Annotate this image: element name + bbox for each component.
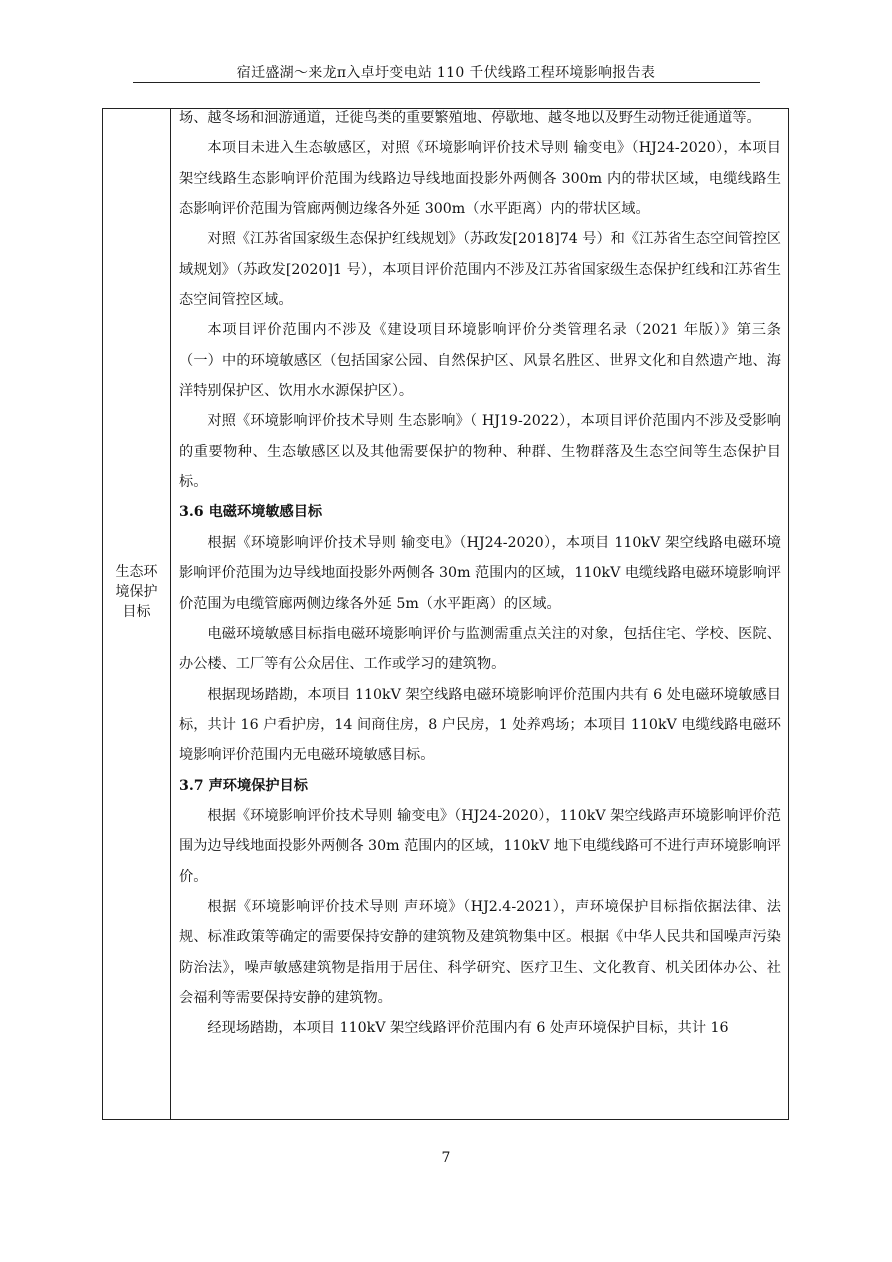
paragraph: 电磁环境敏感目标指电磁环境影响评价与监测需重点关注的对象，包括住宅、学校、医院、办公楼、工厂等有公众居住、工作或学习的建筑物。 [179, 625, 781, 673]
row-label [102, 562, 171, 622]
section-heading: 3.6 电磁环境敏感目标 [179, 504, 323, 521]
paragraph: 对照《江苏省国家级生态保护红线规划》（苏政发[2018]74 号）和《江苏省生态空间管控区域规划》（苏政发[2020]1 号），本项目评价范围内不涉及江苏省国家级生态保护红线和江苏省生态空间管控区域。 [179, 231, 781, 309]
row-label-line: 生态环 [115, 564, 158, 580]
paragraph: 根据《环境影响评价技术导则 声环境》（HJ2.4-2021），声环境保护目标指依据法律、法规、标准政策等确定的需要保持安静的建筑物及建筑物集中区。根据《中华人民共和国噪声污染防治法》，噪声敏感建筑物是指用于居住、科学研究、医疗卫生、文化教育、机关团体办公、社会福利等需要保持安静的建筑物。 [179, 898, 781, 1006]
row-label-line: 境保护 [115, 584, 158, 600]
paragraph: 经现场踏勘，本项目 110kV 架空线路评价范围内有 6 处声环境保护目标，共计 16 [207, 1020, 729, 1037]
header-rule [133, 82, 760, 83]
paragraph: 根据《环境影响评价技术导则 输变电》（HJ24-2020），110kV 架空线路声环境影响评价范围为边导线地面投影外两侧各 30m 范围内的区域，110kV 地下电缆线路可不进行声环境影响评价。 [179, 807, 781, 885]
paragraph: 场、越冬场和洄游通道，迁徙鸟类的重要繁殖地、停歇地、越冬地以及野生动物迁徙通道等。 [179, 110, 761, 126]
page-number: 7 [441, 1150, 451, 1166]
row-label-line: 目标 [122, 604, 151, 620]
paragraph: 根据《环境影响评价技术导则 输变电》（HJ24-2020），本项目 110kV 架空线路电磁环境影响评价范围为边导线地面投影外两侧各 30m 范围内的区域，110kV 电缆线路电磁环境影响评价范围为电缆管廊两侧边缘各外延 5m（水平距离）的区域。 [179, 534, 781, 612]
paragraph: 对照《环境影响评价技术导则 生态影响》（ HJ19-2022），本项目评价范围内不涉及受影响的重要物种、生态敏感区以及其他需要保护的物种、种群、生物群落及生态空间等生态保护目标。 [179, 413, 781, 491]
paragraph: 本项目未进入生态敏感区，对照《环境影响评价技术导则 输变电》（HJ24-2020），本项目架空线路生态影响评价范围为线路边导线地面投影外两侧各 300m 内的带状区域，电缆线路生态影响评价范围为管廊两侧边缘各外延 300m（水平距离）内的带状区域。 [179, 140, 781, 218]
table-content-cell [179, 103, 781, 1044]
section-heading: 3.7 声环境保护目标 [179, 777, 308, 794]
document-header: 宿迁盛湖～来龙π入卓圩变电站 110 千伏线路工程环境影响报告表 [236, 65, 656, 81]
paragraph: 根据现场踏勘，本项目 110kV 架空线路电磁环境影响评价范围内共有 6 处电磁环境敏感目标，共计 16 户看护房，14 间商住房，8 户民房，1 处养鸡场；本项目 110kV 电缆线路电磁环境影响评价范围内无电磁环境敏感目标。 [179, 686, 781, 764]
paragraph: 本项目评价范围内不涉及《建设项目环境影响评价分类管理名录（2021 年版）》第三条（一）中的环境敏感区（包括国家公园、自然保护区、风景名胜区、世界文化和自然遗产地、海洋特别保护区、饮用水水源保护区）。 [179, 322, 781, 400]
